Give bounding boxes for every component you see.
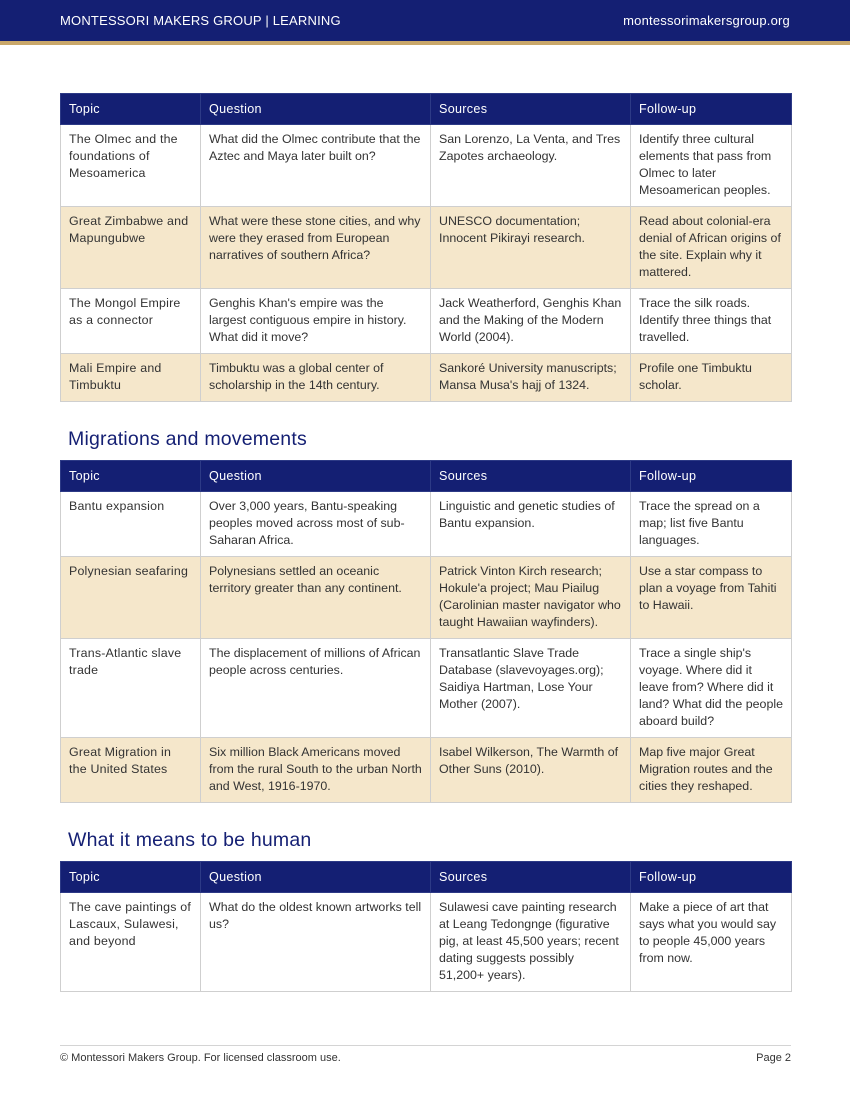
header-brand: MONTESSORI MAKERS GROUP | LEARNING	[60, 13, 341, 28]
question-cell: Over 3,000 years, Bantu-speaking peoples moved across most of sub-Saharan Africa.	[201, 492, 431, 557]
header-site-link[interactable]: montessorimakersgroup.org	[623, 13, 790, 28]
topic-cell: The cave paintings of Lascaux, Sulawesi, and beyond	[61, 893, 201, 992]
follow-up-cell: Make a piece of art that says what you would say to people 45,000 years from now.	[631, 893, 792, 992]
curriculum-table	[60, 460, 792, 803]
topic-cell: Great Migration in the United States	[61, 738, 201, 803]
curriculum-table	[60, 93, 792, 402]
follow-up-cell: Trace the spread on a map; list five Bantu languages.	[631, 492, 792, 557]
table-row	[61, 639, 792, 738]
sources-cell: Sulawesi cave painting research at Leang Tedongnge (figurative pig, at least 45,500 years; recent dating suggests possibly 51,200+ years).	[431, 893, 631, 992]
column-header: Sources	[431, 94, 631, 125]
curriculum-table	[60, 861, 792, 992]
column-header: Follow-up	[631, 94, 792, 125]
sources-cell: San Lorenzo, La Venta, and Tres Zapotes archaeology.	[431, 125, 631, 207]
question-cell: Timbuktu was a global center of scholarship in the 14th century.	[201, 354, 431, 402]
table-row	[61, 125, 792, 207]
table-row	[61, 207, 792, 289]
column-header: Topic	[61, 862, 201, 893]
table-row	[61, 289, 792, 354]
topic-cell: The Mongol Empire as a connector	[61, 289, 201, 354]
topic-cell: The Olmec and the foundations of Mesoamerica	[61, 125, 201, 207]
table-row	[61, 738, 792, 803]
follow-up-cell: Trace the silk roads. Identify three things that travelled.	[631, 289, 792, 354]
sources-cell: Sankoré University manuscripts; Mansa Musa's hajj of 1324.	[431, 354, 631, 402]
follow-up-cell: Map five major Great Migration routes and the cities they reshaped.	[631, 738, 792, 803]
column-header: Follow-up	[631, 461, 792, 492]
question-cell: What did the Olmec contribute that the Aztec and Maya later built on?	[201, 125, 431, 207]
column-header: Sources	[431, 862, 631, 893]
follow-up-cell: Trace a single ship's voyage. Where did it leave from? Where did it land? What did the people aboard build?	[631, 639, 792, 738]
sources-cell: Transatlantic Slave Trade Database (slavevoyages.org); Saidiya Hartman, Lose Your Mother (2007).	[431, 639, 631, 738]
column-header: Question	[201, 862, 431, 893]
follow-up-cell: Use a star compass to plan a voyage from Tahiti to Hawaii.	[631, 557, 792, 639]
topic-cell: Polynesian seafaring	[61, 557, 201, 639]
column-header: Question	[201, 461, 431, 492]
sources-cell: Isabel Wilkerson, The Warmth of Other Suns (2010).	[431, 738, 631, 803]
footer-copyright: © Montessori Makers Group. For licensed classroom use.	[60, 1052, 341, 1064]
question-cell: What were these stone cities, and why were they erased from European narratives of southern Africa?	[201, 207, 431, 289]
topic-cell: Mali Empire and Timbuktu	[61, 354, 201, 402]
topic-cell: Great Zimbabwe and Mapungubwe	[61, 207, 201, 289]
section-title: Migrations and movements	[68, 428, 307, 450]
question-cell: The displacement of millions of African people across centuries.	[201, 639, 431, 738]
column-header: Follow-up	[631, 862, 792, 893]
topic-cell: Trans-Atlantic slave trade	[61, 639, 201, 738]
page-footer	[60, 1052, 791, 1064]
table-row	[61, 354, 792, 402]
column-header: Topic	[61, 94, 201, 125]
follow-up-cell: Identify three cultural elements that pass from Olmec to later Mesoamerican peoples.	[631, 125, 792, 207]
sources-cell: Linguistic and genetic studies of Bantu expansion.	[431, 492, 631, 557]
column-header: Topic	[61, 461, 201, 492]
section-title: What it means to be human	[68, 829, 312, 851]
question-cell: Genghis Khan's empire was the largest contiguous empire in history. What did it move?	[201, 289, 431, 354]
table-row	[61, 492, 792, 557]
table-header-row	[61, 461, 792, 492]
footer-divider	[60, 1045, 791, 1046]
column-header: Sources	[431, 461, 631, 492]
page-number: Page 2	[756, 1052, 791, 1064]
question-cell: Polynesians settled an oceanic territory greater than any continent.	[201, 557, 431, 639]
topic-cell: Bantu expansion	[61, 492, 201, 557]
sources-cell: Jack Weatherford, Genghis Khan and the Making of the Modern World (2004).	[431, 289, 631, 354]
table-header-row	[61, 94, 792, 125]
follow-up-cell: Read about colonial-era denial of African origins of the site. Explain why it mattered.	[631, 207, 792, 289]
sources-cell: UNESCO documentation; Innocent Pikirayi research.	[431, 207, 631, 289]
table-row	[61, 893, 792, 992]
question-cell: What do the oldest known artworks tell us?	[201, 893, 431, 992]
follow-up-cell: Profile one Timbuktu scholar.	[631, 354, 792, 402]
main-content	[60, 93, 791, 992]
page-header	[0, 0, 850, 45]
table-row	[61, 557, 792, 639]
question-cell: Six million Black Americans moved from the rural South to the urban North and West, 1916-1970.	[201, 738, 431, 803]
column-header: Question	[201, 94, 431, 125]
table-header-row	[61, 862, 792, 893]
sources-cell: Patrick Vinton Kirch research; Hokule'a project; Mau Piailug (Carolinian master navigator who taught Hawaiian wayfinders).	[431, 557, 631, 639]
